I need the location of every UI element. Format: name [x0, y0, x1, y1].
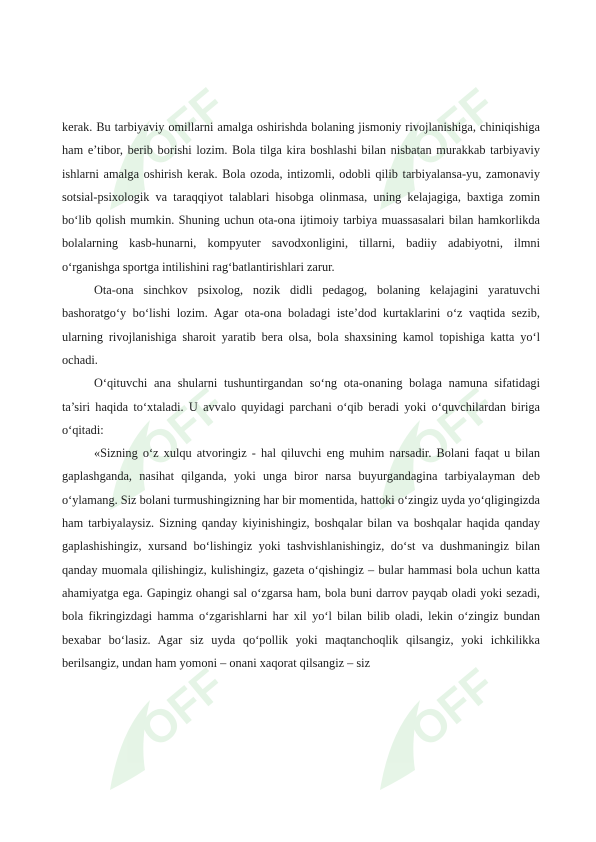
svg-text:OFF: OFF	[130, 657, 234, 757]
svg-text:OFF: OFF	[130, 77, 234, 177]
svg-text:OFF: OFF	[400, 657, 504, 757]
svg-text:OFF: OFF	[130, 377, 234, 477]
paragraph-parents-psychologist: Ota-ona sinchkov psixolog, nozik didli pedagog, bolaning kelajagini yaratuvchi bashoratgo‘y bo‘lishi lozim. Agar ota-ona boladagi iste’dod kurtaklarini o‘z vaqtida sezib, ularning rivojlanishiga sharoit yaratib bera olsa, bola shaxsining kamol topishiga katta yo‘l ochadi.	[62, 283, 540, 367]
paragraph-teacher-explains: O‘qituvchi ana shularni tushuntirgandan so‘ng ota-onaning bolaga namuna sifatidagi ta’siri haqida to‘xtaladi. U avvalo quyidagi parchani o‘qib beradi yoki o‘quvchilardan biriga o‘qitadi:	[62, 376, 540, 437]
svg-text:OFF: OFF	[400, 77, 504, 177]
paragraph-quotation: «Sizning o‘z xulqu atvoringiz - hal qiluvchi eng muhim narsadir. Bolani faqat u bilan gaplashganda, nasihat qilganda, yoki unga biror narsa buyurgandagina tarbiyalayman deb o‘ylamang. Siz bolani turmushingizning har bir momentida, hattoki o‘zingiz uyda yo‘qligingizda ham tarbiyalaysiz. Sizning qanday kiyinishingiz, boshqalar bilan va boshqalar haqida qanday gaplashishingiz, xursand bo‘lishingiz yoki tashvishlanishingiz, do‘st va dushmaningiz bilan qanday muomala qilishingiz, kulishingiz, gazeta o‘qishingiz – bular hammasi bola uchun katta ahamiyatga ega. Gapingiz ohangi sal o‘zgarsa ham, bola buni darrov payqab oladi yoki sezadi, bola fikringizdagi hamma o‘zgarishlarni har xil yo‘l bilan bilib oladi, lekin o‘zingiz bundan bexabar bo‘lasiz. Agar siz uyda qo‘pollik yoki maqtanchoqlik qilsangiz, yoki ichkilikka berilsangiz, undan ham yomoni – onani xaqorat qilsangiz – siz	[62, 446, 540, 670]
svg-text:OFF: OFF	[400, 377, 504, 477]
paragraph-continuation: kerak. Bu tarbiyaviy omillarni amalga oshirishda bolaning jismoniy rivojlanishiga, chiniqishiga ham e’tibor, berib borishi lozim. Bola tilga kira boshlashi bilan nisbatan murakkab tarbiyaviy ishlarni amalga oshirish kerak. Bola ozoda, intizomli, odobli qilib tarbiyalansa-yu, zamonaviy sotsial-psixologik va taraqqiyot talablari hisobga olinmasa, uning kelajagiga, baxtiga zomin bo‘lib qolish mumkin. Shuning uchun ota-ona ijtimoiy tarbiya muassasalari bilan hamkorlikda bolalarning kasb-hunarni, kompyuter savodxonligini, tillarni, badiiy adabiyotni, ilmni o‘rganishga sportga intilishini rag‘batlantirishlari zarur.	[62, 120, 540, 274]
document-body	[62, 116, 540, 675]
